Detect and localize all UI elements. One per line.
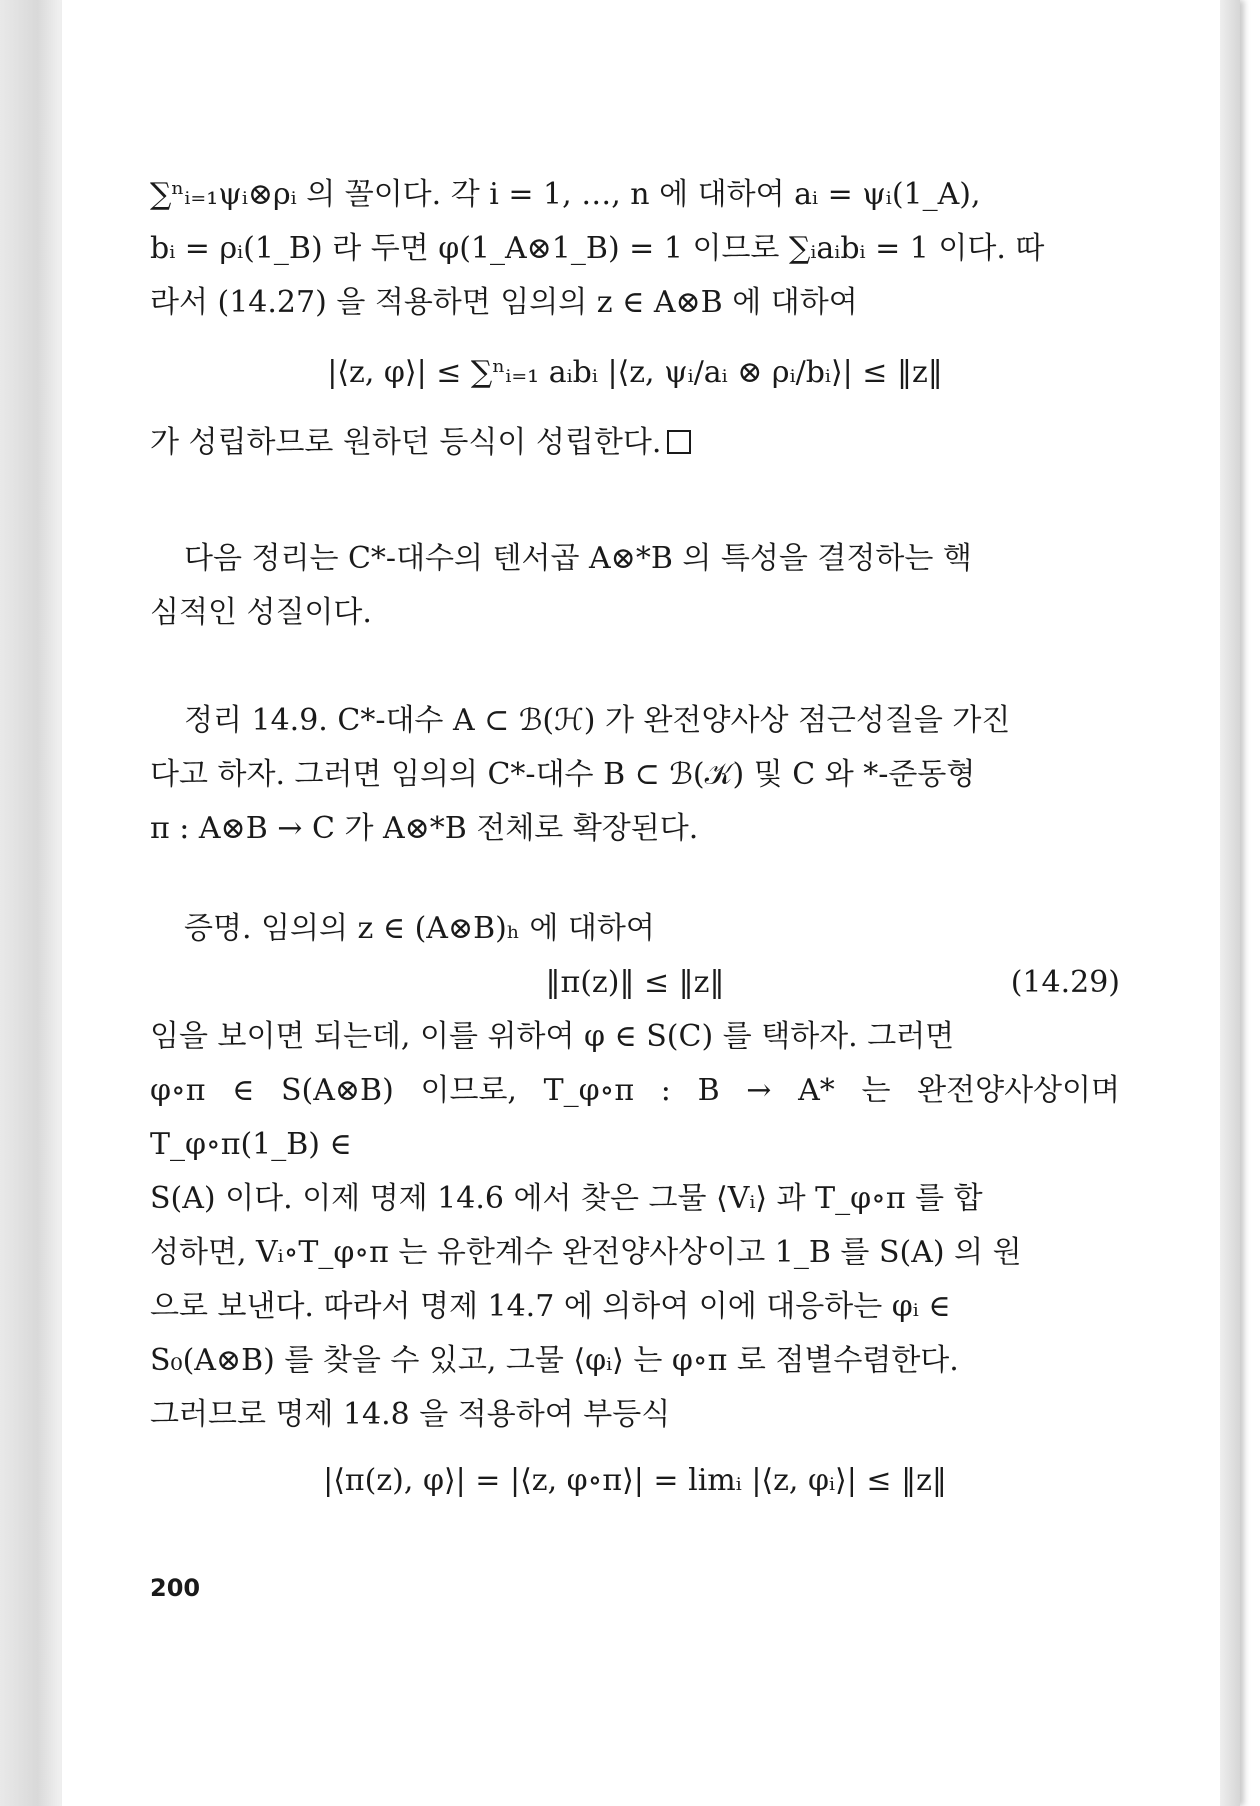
proof-tail-section [150,168,1120,470]
proof-conclusion [150,416,1120,470]
display-inequality-2: |⟨π(z), φ⟩| = |⟨z, φ∘π⟩| = limᵢ |⟨z, φᵢ⟩| ≤ ‖z‖ [323,1463,947,1498]
proof-tail-line-1: ∑ⁿᵢ₌₁ψᵢ⊗ρᵢ 의 꼴이다. 각 i = 1, …, n 에 대하여 aᵢ = ψᵢ(1_A), [150,177,981,212]
theorem-line-3: π : A⊗B → C 가 A⊗*B 전체로 확장된다. [150,811,699,846]
page-edge [1220,0,1240,1806]
proof-section [150,902,1120,1508]
theorem-line-1: 정리 14.9. C*-대수 A ⊂ ℬ(ℋ) 가 완전양사상 점근성질을 가진 [184,703,1011,738]
proof-tail-line-2: bᵢ = ρᵢ(1_B) 라 두면 φ(1_A⊗1_B) = 1 이므로 ∑ᵢaᵢbᵢ = 1 이다. 따 [150,231,1045,266]
qed-square-icon [667,430,691,454]
proof-line-2: 임을 보이면 되는데, 이를 위하여 φ ∈ S(C) 를 택하자. 그러면 [150,1019,955,1054]
theorem-section [150,694,1120,856]
proof-line-8: 그러므로 명제 14.8 을 적용하여 부등식 [150,1397,671,1432]
proof-line-1: 증명. 임의의 z ∈ (A⊗B)ₕ 에 대하여 [184,911,655,946]
intro-section [150,532,1120,640]
page-number: 200 [150,1574,201,1602]
display-equation-14-29 [150,956,1120,1010]
proof-tail-line-3: 라서 (14.27) 을 적용하면 임의의 z ∈ A⊗B 에 대하여 [150,285,858,320]
proof-line-5: 성하면, Vᵢ∘T_φ∘π 는 유한계수 완전양사상이고 1_B 를 S(A) 의 원 [150,1235,1022,1270]
proof-line-4: S(A) 이다. 이제 명제 14.6 에서 찾은 그물 ⟨Vᵢ⟩ 과 T_φ∘π 를 합 [150,1181,983,1216]
proof-line-7: S₀(A⊗B) 를 찾을 수 있고, 그물 ⟨φᵢ⟩ 는 φ∘π 로 점별수렴한다. [150,1343,959,1378]
equation-number: (14.29) [1010,965,1120,1000]
display-inequality-1: |⟨z, φ⟩| ≤ ∑ⁿᵢ₌₁ aᵢbᵢ |⟨z, ψᵢ/aᵢ ⊗ ρᵢ/bᵢ⟩| ≤ ‖z‖ [327,355,943,390]
intro-line-2: 심적인 성질이다. [150,595,372,630]
theorem-line-2: 다고 하자. 그러면 임의의 C*-대수 B ⊂ ℬ(𝒦) 및 C 와 *-준동형 [150,757,976,792]
proof-line-6: 으로 보낸다. 따라서 명제 14.7 에 의하여 이에 대응하는 φᵢ ∈ [150,1289,951,1324]
equation-body: ‖π(z)‖ ≤ ‖z‖ [545,965,725,1000]
book-spine [0,0,63,1806]
intro-line-1: 다음 정리는 C*-대수의 텐서곱 A⊗*B 의 특성을 결정하는 핵 [184,541,972,576]
proof-line-3: φ∘π ∈ S(A⊗B) 이므로, T_φ∘π : B → A* 는 완전양사상이며 T_φ∘π(1_B) ∈ [150,1073,1120,1162]
conclusion-text: 가 성립하므로 원하던 등식이 성립한다. [150,425,662,460]
